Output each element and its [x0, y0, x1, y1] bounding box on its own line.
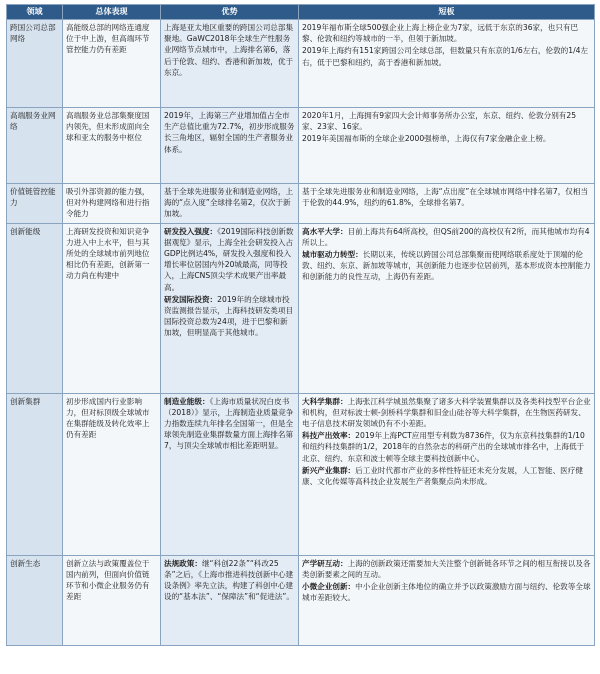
shortcoming-item: [302, 558, 591, 580]
shortcoming-item: [302, 396, 591, 430]
shortcoming-text: 上海的创新政策还需要加大关注整个创新链各环节之间的相互衔接以及各类创新要素之间的互动。: [302, 558, 591, 579]
shortcoming-text: 上海张江科学城虽然集聚了诸多大科学装置集群以及各类科技型平台企业和机构，但对标波士顿-剑桥科学集群和旧金山硅谷等大科学集群，在生物医药研发、电子信息技术研发领域仍有不小差距。: [302, 396, 591, 429]
shortcoming-text: 后工业时代都市产业的多样性特征还未充分发展，人工智能、医疗健康、文化传媒等高科技企业发展生产者集聚点尚未形成。: [302, 465, 583, 487]
advantage-text: 继“科创22条”“科改25条”之后，《上海市推进科技创新中心建设条例》率先立法，构建了科创中心建设的“基本法”、“保障法”和“促进法”。: [164, 558, 294, 602]
shortcoming-text: 基于全球先进服务业和制造业网络，上海“点出度”在全球城市网络中排名第7，仅相当于伦敦的44.9%，纽约的61.8%，全球排名第7。: [302, 187, 589, 208]
shortcoming-cell: [299, 223, 595, 393]
advantage-item: [164, 294, 295, 339]
shortcoming-cell: [299, 555, 595, 645]
summary-cell: 创新立法与政策覆盖位于国内前列，但面向价值链环节和小微企业服务仍有差距: [63, 555, 161, 645]
shortcoming-item: [302, 226, 591, 248]
shortcoming-text: 2019年上海约有151家跨国公司全球总部，但数量只有东京的1/6左右，伦敦的1/4左右，低于巴黎和纽约，高于香港和新加坡。: [302, 46, 589, 67]
domain-cell: 创新能级: [7, 223, 63, 393]
shortcoming-lead: 新兴产业集群：: [302, 465, 356, 475]
advantage-lead: 研发投入强度：: [164, 226, 218, 236]
header-advantage: 优势: [161, 5, 299, 20]
header-row: [7, 5, 595, 20]
comparison-table: [6, 4, 595, 646]
advantage-text: 《上海市质量状况白皮书（2018）》显示，上海制造业质量竞争力指数连续九年排名全国第一，但是全球领先制造业集群数量方面上海排名第7，与顶尖全球城市相比差距明显。: [164, 396, 294, 451]
shortcoming-text: 目前上海共有64所高校，但QS前200的高校仅有2所，而其他城市均有4所以上。: [302, 226, 590, 247]
shortcoming-cell: [299, 393, 595, 555]
advantage-cell: [161, 108, 299, 184]
header-summary: 总体表现: [63, 5, 161, 20]
advantage-lead: 制造业能级：: [164, 396, 210, 406]
table-row: [7, 108, 595, 184]
domain-cell: 价值链管控能力: [7, 184, 63, 224]
header-domain: 领域: [7, 5, 63, 20]
summary-cell: 高能级总部的网络连通度位于中上游，但高端环节管控能力仍有差距: [63, 20, 161, 108]
table-row: [7, 393, 595, 555]
shortcoming-text: 2020年1月，上海拥有9家四大会计师事务所办公室，东京、纽约、伦敦分别有25家、23家、16家。: [302, 111, 577, 132]
summary-cell: 上海研发投资和知识竞争力进入中上水平，但与其所处的全球城市前列地位相比仍有差距，创新第一动力尚在构建中: [63, 223, 161, 393]
shortcoming-item: [302, 581, 591, 603]
shortcoming-cell: [299, 20, 595, 108]
advantage-cell: [161, 223, 299, 393]
shortcoming-text: 2019年福布斯全球500强企业上海上榜企业为7家，远低于东京的36家，也只有巴黎、伦敦和纽约等城市的一半，但领于新加坡。: [302, 23, 579, 44]
table-row: [7, 555, 595, 645]
domain-cell: 跨国公司总部网络: [7, 20, 63, 108]
shortcoming-text: 长期以来，传统以跨国公司总部集聚而使网络联系度处于顶端的伦敦、纽约、东京、新加坡等城市，其创新能力也逐步位居前列，基本形成资本控制能力和创新能力的良性互动，上海仍有差距。: [302, 250, 591, 282]
summary-cell: 初步形成国内行业影响力，但对标顶级全球城市在集群能级及转化效率上仍有差距: [63, 393, 161, 555]
shortcoming-text: 中小企业创新主体地位的确立并予以政策激励方面与纽约、伦敦等全球城市差距较大。: [302, 582, 591, 603]
comparison-table-wrap: [6, 4, 594, 646]
shortcoming-lead: 大科学集群：: [302, 396, 348, 406]
table-row: [7, 223, 595, 393]
advantage-item: [164, 226, 295, 293]
advantage-cell: [161, 555, 299, 645]
shortcoming-lead: 产学研互动：: [302, 558, 348, 568]
shortcoming-item: [302, 465, 591, 487]
advantage-cell: [161, 20, 299, 108]
advantage-text: 基于全球先进服务业和制造业网络，上海的“点入度”全球排名第2，仅次于新加坡。: [164, 187, 294, 219]
advantage-text: 2019年的全球城市投资监测报告显示，上海科技研发类项目国际投资总数为24项，进于巴黎和新加坡，但明显高于其他城市。: [164, 294, 294, 338]
shortcoming-text: 2019年美国福布斯的全球企业2000强榜单，上海仅有7家金融企业上榜。: [302, 134, 551, 144]
shortcoming-lead: 科技产出效率：: [302, 431, 356, 441]
advantage-item: [164, 396, 295, 452]
domain-cell: 创新集群: [7, 393, 63, 555]
table-row: [7, 184, 595, 224]
advantage-item: [164, 558, 295, 603]
shortcoming-text: 2019年上海PCT应用型专利数为8736件，仅为东京科技集群的1/10和纽约科技集群的1/2，2018年的自然杂志的科研产出的全球城市排名中，上海低于北京、纽约、东京和波士顿等全球主要科技创新中心。: [302, 431, 585, 463]
advantage-lead: 法规政策：: [164, 558, 202, 568]
table-row: [7, 20, 595, 108]
shortcoming-lead: 高水平大学：: [302, 226, 348, 236]
advantage-lead: 研发国际投资：: [164, 294, 218, 304]
shortcoming-item: [302, 249, 591, 283]
shortcoming-cell: [299, 184, 595, 224]
advantage-text: 2019年，上海第三产业增加值占全市生产总值比重为72.7%，初步形成服务长三角地区，辐射全国的生产者服务业体系。: [164, 111, 295, 154]
shortcoming-cell: [299, 108, 595, 184]
advantage-text: 《2019国际科技创新数据观览》显示，上海全社会研发投入占GDP比例达4%，研发投入强度和投入增长率位居国内外20城最高，同等投入，上海CNS顶尖学术成果产出率最高。: [164, 226, 294, 292]
advantage-cell: [161, 184, 299, 224]
header-shortcoming: 短板: [299, 5, 595, 20]
domain-cell: 高端服务业网络: [7, 108, 63, 184]
advantage-cell: [161, 393, 299, 555]
shortcoming-lead: 小微企业创新：: [302, 582, 356, 592]
domain-cell: 创新生态: [7, 555, 63, 645]
summary-cell: 吸引外部资源的能力强，但对外构建网络和进行指令能力: [63, 184, 161, 224]
advantage-text: 上海是亚太地区重要的跨国公司总部集聚地。GaWC2018年全球生产性服务业网络节点城市中，上海排名第6，落后于伦敦、纽约、香港和新加坡，优于东京。: [164, 23, 294, 77]
shortcoming-item: [302, 430, 591, 464]
shortcoming-lead: 城市驱动力转型：: [302, 250, 363, 260]
summary-cell: 高端服务业总部集聚度国内领先，但未形成面向全球和亚太的服务中枢位: [63, 108, 161, 184]
